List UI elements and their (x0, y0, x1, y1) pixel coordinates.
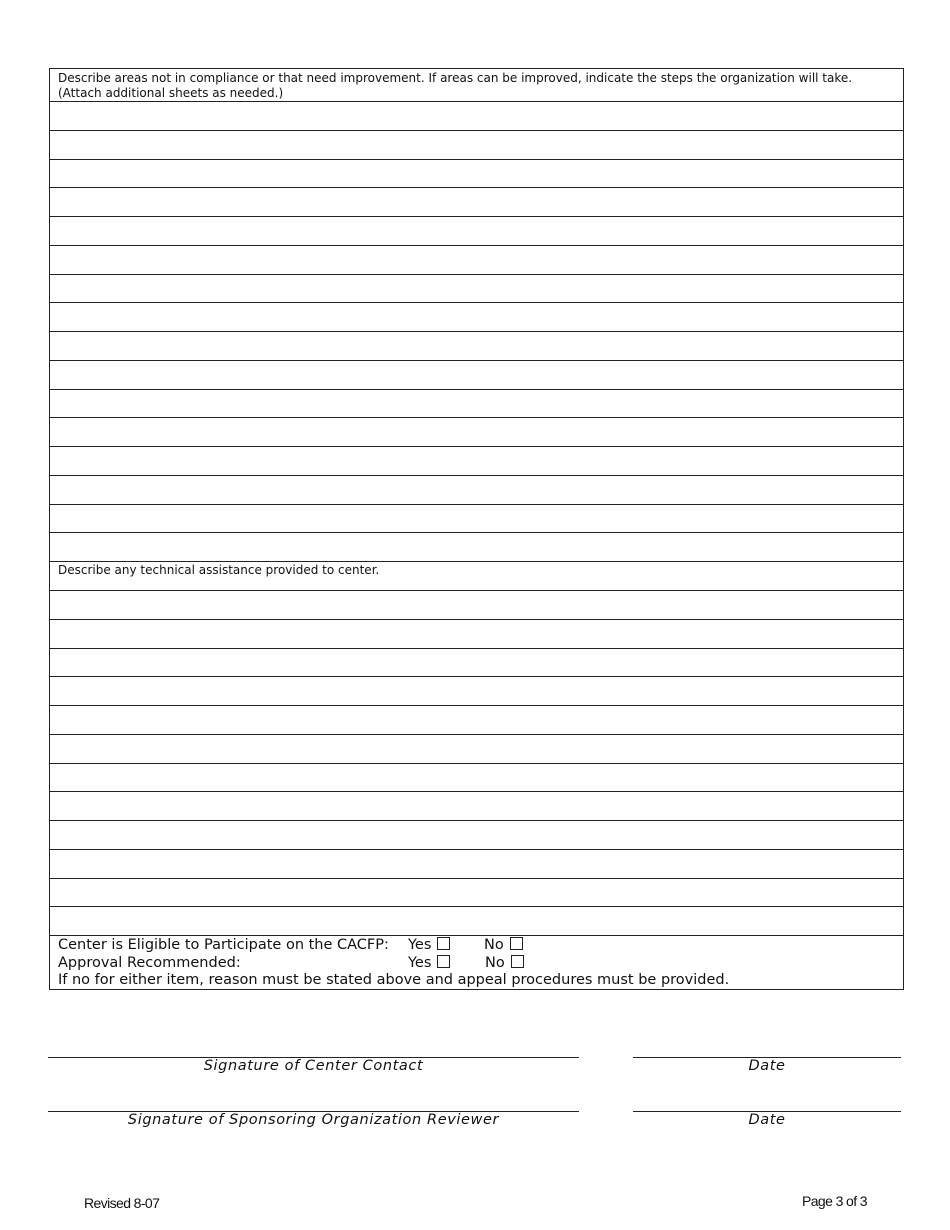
improvement-blank-line[interactable] (50, 160, 903, 189)
improvement-blank-line[interactable] (50, 303, 903, 332)
eligible-no-label: No (484, 937, 504, 953)
assistance-blank-line[interactable] (50, 850, 903, 879)
improvement-prompt: Describe areas not in compliance or that need improvement. If areas can be improved, indicate the steps the organization will take. (58, 71, 853, 85)
eligible-no-option (484, 937, 523, 955)
approval-yes-label: Yes (408, 954, 432, 971)
compliance-form-table (49, 68, 904, 990)
approval-no-checkbox[interactable] (511, 955, 524, 968)
approval-yes-option (408, 955, 450, 973)
approval-no-label: No (485, 954, 505, 971)
improvement-blank-line[interactable] (50, 447, 903, 476)
improvement-blank-line[interactable] (50, 361, 903, 390)
assistance-blank-line[interactable] (50, 620, 903, 649)
assistance-lines (50, 591, 903, 936)
improvement-prompt-note: (Attach additional sheets as needed.) (58, 86, 284, 100)
approval-yes-checkbox[interactable] (437, 955, 450, 968)
improvement-blank-line[interactable] (50, 476, 903, 505)
eligible-no-checkbox[interactable] (510, 937, 523, 950)
assistance-blank-line[interactable] (50, 649, 903, 678)
assistance-blank-line[interactable] (50, 706, 903, 735)
assistance-prompt: Describe any technical assistance provided to center. (58, 563, 380, 577)
reviewer-date-caption: Date (748, 1112, 786, 1128)
approval-row (58, 955, 903, 973)
assistance-section-header (50, 562, 903, 591)
page-number: Page 3 of 3 (801, 1193, 867, 1209)
improvement-lines (50, 102, 903, 562)
eligibility-note: If no for either item, reason must be stated above and appeal procedures must be provided. (58, 972, 730, 988)
assistance-blank-line[interactable] (50, 821, 903, 850)
eligible-label: Center is Eligible to Participate on the CACFP: (58, 937, 389, 953)
reviewer-signature-caption: Signature of Sponsoring Organization Reviewer (127, 1112, 500, 1128)
improvement-blank-line[interactable] (50, 246, 903, 275)
assistance-blank-line[interactable] (50, 879, 903, 908)
assistance-blank-line[interactable] (50, 677, 903, 706)
improvement-blank-line[interactable] (50, 332, 903, 361)
assistance-blank-line[interactable] (50, 735, 903, 764)
approval-no-option (485, 955, 524, 973)
improvement-blank-line[interactable] (50, 505, 903, 534)
assistance-blank-line[interactable] (50, 907, 903, 936)
assistance-blank-line[interactable] (50, 792, 903, 821)
improvement-blank-line[interactable] (50, 390, 903, 419)
improvement-blank-line[interactable] (50, 131, 903, 160)
center-contact-signature-caption: Signature of Center Contact (203, 1058, 424, 1074)
eligible-row (58, 937, 903, 955)
approval-label: Approval Recommended: (58, 954, 241, 971)
eligible-yes-label: Yes (408, 937, 432, 953)
revision-note: Revised 8-07 (84, 1195, 160, 1211)
eligibility-block (50, 936, 903, 989)
improvement-blank-line[interactable] (50, 102, 903, 131)
eligible-yes-checkbox[interactable] (437, 937, 450, 950)
improvement-blank-line[interactable] (50, 533, 903, 562)
assistance-blank-line[interactable] (50, 591, 903, 620)
improvement-blank-line[interactable] (50, 418, 903, 447)
improvement-section-header (50, 69, 903, 102)
improvement-blank-line[interactable] (50, 217, 903, 246)
center-contact-date-caption: Date (748, 1058, 786, 1074)
assistance-blank-line[interactable] (50, 764, 903, 793)
improvement-blank-line[interactable] (50, 188, 903, 217)
eligible-yes-option (408, 937, 450, 955)
improvement-blank-line[interactable] (50, 275, 903, 304)
